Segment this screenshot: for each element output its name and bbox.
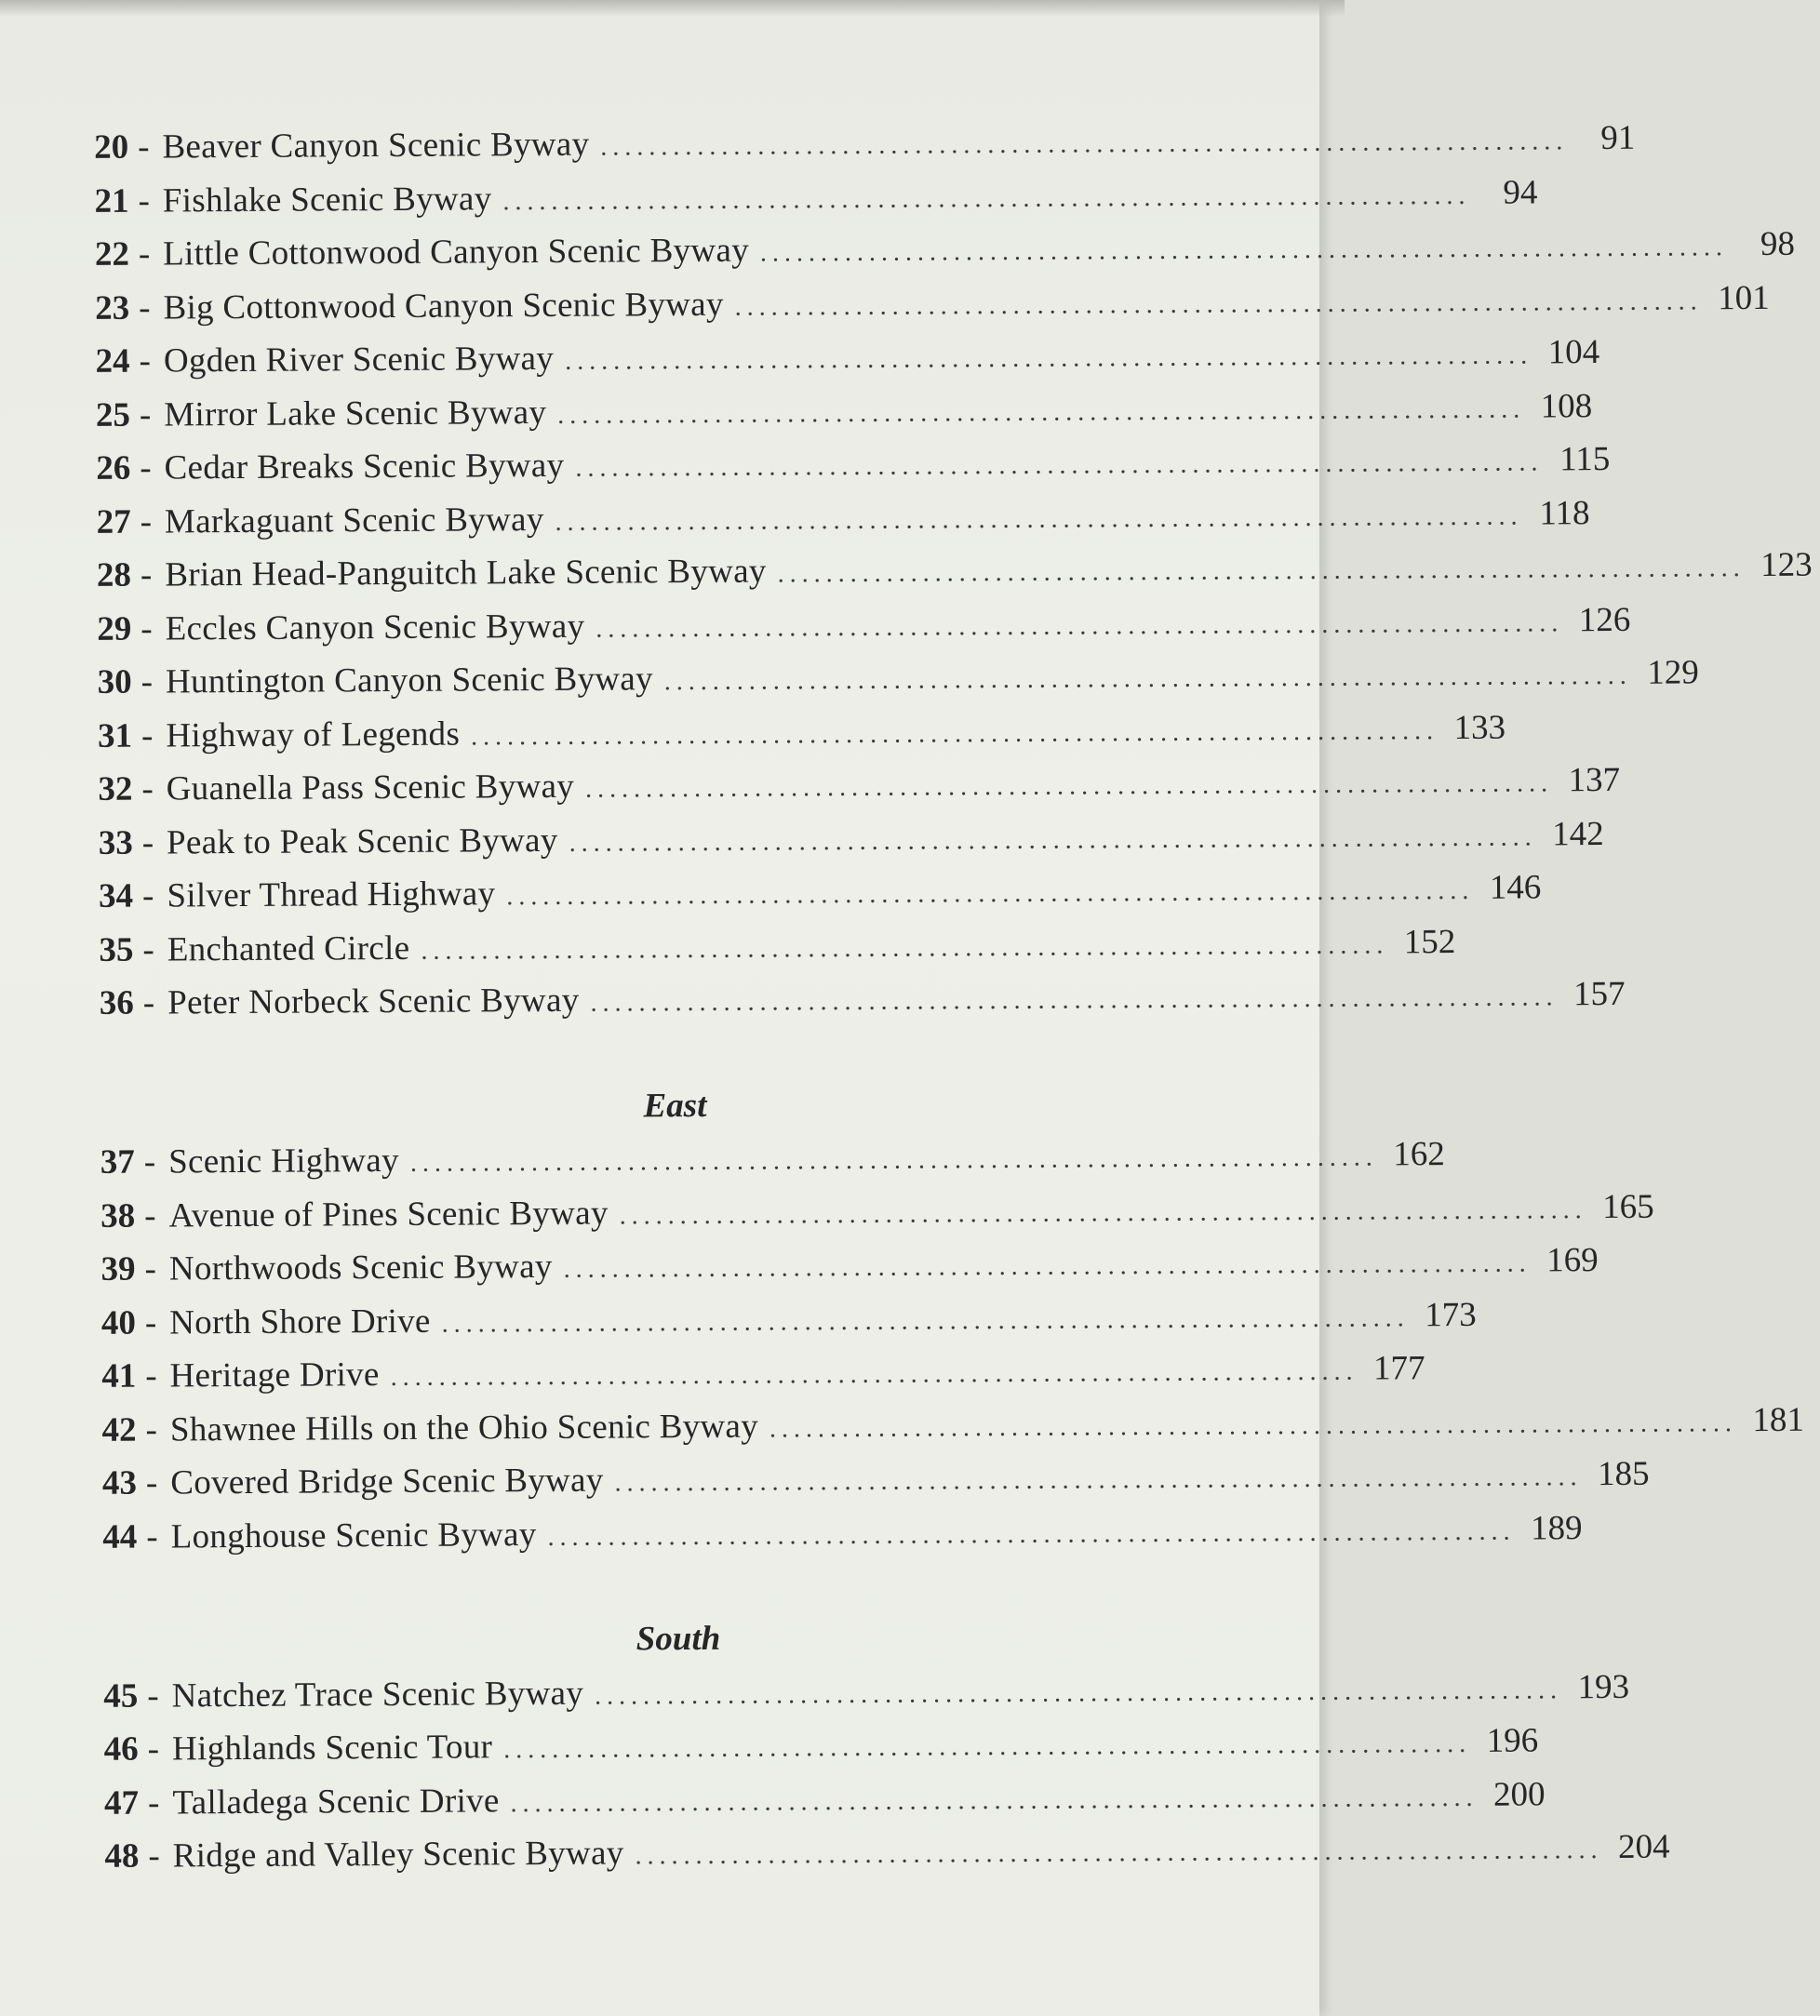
dot-leader: ................................................................................ [421, 929, 1389, 966]
entry-separator: - [139, 395, 152, 434]
entry-number: 20 [94, 127, 129, 167]
toc-entry [87, 756, 1621, 817]
entry-separator: - [139, 341, 152, 381]
entry-number: 29 [97, 609, 132, 648]
entry-separator: - [138, 127, 150, 167]
entry-page-number: 181 [1752, 1400, 1805, 1439]
entry-title: Fishlake Scenic Byway [162, 179, 492, 220]
entry-page-number: 115 [1559, 439, 1611, 479]
entry-number: 26 [96, 448, 131, 487]
entry-number: 22 [94, 234, 130, 274]
entry-number: 30 [97, 662, 132, 701]
entry-page-number: 126 [1578, 600, 1631, 639]
toc-entry [85, 274, 1770, 335]
entry-separator: - [141, 823, 154, 862]
entry-page-number: 162 [1393, 1135, 1445, 1174]
entry-title: Natchez Trace Scenic Byway [171, 1674, 584, 1715]
entry-number: 32 [98, 769, 133, 808]
entry-number: 35 [99, 930, 134, 969]
toc-entry [87, 702, 1506, 763]
toc-entry [91, 1343, 1425, 1404]
entry-number: 34 [98, 876, 134, 915]
entry-separator: - [141, 662, 154, 701]
entry-separator: - [138, 234, 151, 274]
entry-title: Huntington Canyon Scenic Byway [165, 660, 653, 701]
entry-page-number: 196 [1486, 1721, 1539, 1760]
entry-page-number: 91 [1600, 118, 1636, 158]
entry-separator: - [147, 1676, 159, 1716]
toc-entry [94, 1769, 1546, 1830]
entry-title: Big Cottonwood Canyon Scenic Byway [163, 285, 724, 327]
entry-title: Avenue of Pines Scenic Byway [168, 1194, 609, 1235]
entry-number: 24 [95, 341, 130, 381]
dot-leader: ................................................................................ [547, 1516, 1516, 1552]
entry-page-number: 104 [1547, 333, 1600, 372]
entry-separator: - [139, 288, 151, 327]
entry-page-number: 101 [1718, 278, 1770, 317]
dot-leader: ................................................................................ [506, 875, 1475, 912]
dot-leader: ................................................................................ [769, 1408, 1738, 1444]
entry-separator: - [141, 609, 153, 648]
entry-number: 38 [100, 1196, 136, 1235]
entry-page-number: 200 [1492, 1774, 1546, 1814]
entry-title: Brian Head-Panguitch Lake Scenic Byway [165, 552, 767, 594]
entry-title: Ridge and Valley Scenic Byway [172, 1834, 624, 1876]
dot-leader: ................................................................................ [557, 394, 1526, 430]
toc-entry [86, 435, 1611, 496]
entry-separator: - [144, 1303, 157, 1342]
entry-number: 41 [101, 1356, 137, 1395]
entry-separator: - [142, 930, 154, 969]
dot-leader: ................................................................................ [510, 1782, 1479, 1818]
dot-leader: ................................................................................ [596, 607, 1564, 644]
dot-leader: ................................................................................ [619, 1195, 1587, 1231]
toc-entry [84, 114, 1636, 175]
entry-separator: - [145, 1356, 157, 1395]
entry-number: 28 [96, 555, 132, 594]
entry-page-number: 193 [1577, 1667, 1630, 1706]
entry-separator: - [141, 769, 154, 808]
dot-leader: ................................................................................ [565, 340, 1533, 376]
entry-number: 45 [103, 1676, 139, 1716]
entry-title: Scenic Highway [168, 1141, 400, 1182]
section-heading: South [636, 1619, 721, 1659]
entry-number: 21 [94, 181, 129, 220]
entry-separator: - [145, 1463, 158, 1502]
entry-page-number: 152 [1403, 922, 1456, 961]
toc-entry [88, 916, 1456, 977]
toc-entry [89, 970, 1626, 1031]
entry-separator: - [144, 1249, 156, 1288]
entry-number: 27 [96, 502, 131, 541]
entry-page-number: 108 [1540, 386, 1593, 425]
entry-number: 36 [99, 983, 134, 1022]
entry-number: 48 [104, 1836, 140, 1876]
entry-number: 44 [102, 1517, 138, 1556]
entry-number: 42 [101, 1410, 137, 1449]
entry-separator: - [147, 1729, 160, 1769]
entry-page-number: 157 [1572, 974, 1626, 1014]
entry-number: 43 [101, 1463, 138, 1502]
dot-leader: ................................................................................ [555, 501, 1523, 537]
entry-number: 39 [100, 1249, 136, 1288]
dot-leader: ................................................................................ [635, 1836, 1603, 1871]
entry-page-number: 129 [1647, 653, 1699, 692]
entry-title: Talladega Scenic Drive [172, 1781, 500, 1822]
toc-entry [94, 1716, 1539, 1777]
entry-title: Markaguant Scenic Byway [164, 500, 544, 541]
toc-entry [91, 1396, 1805, 1457]
entry-separator: - [147, 1783, 160, 1822]
entry-title: Guanella Pass Scenic Byway [166, 767, 575, 808]
entry-separator: - [138, 181, 150, 220]
entry-title: Ogden River Scenic Byway [163, 339, 555, 381]
entry-page-number: 137 [1568, 760, 1621, 800]
toc-entry [86, 381, 1593, 442]
dot-leader: ................................................................................ [390, 1356, 1358, 1393]
entry-title: Enchanted Circle [167, 928, 410, 968]
entry-page-number: 185 [1597, 1454, 1650, 1494]
entry-title: Beaver Canyon Scenic Byway [162, 125, 590, 167]
entry-separator: - [146, 1517, 158, 1556]
entry-title: North Shore Drive [169, 1302, 431, 1342]
toc-entry [85, 221, 1796, 282]
entry-title: Covered Bridge Scenic Byway [170, 1461, 604, 1502]
entry-page-number: 142 [1551, 814, 1604, 853]
entry-separator: - [140, 555, 153, 594]
dot-leader: ................................................................................ [569, 821, 1537, 858]
page-edge-shadow [0, 0, 1345, 17]
entry-title: Little Cottonwood Canyon Scenic Byway [163, 231, 750, 274]
entry-title: Longhouse Scenic Byway [170, 1515, 537, 1555]
entry-title: Heritage Drive [169, 1355, 380, 1395]
entry-number: 25 [95, 395, 131, 434]
dot-leader: ................................................................................ [594, 1675, 1563, 1711]
entry-separator: - [142, 983, 155, 1022]
entry-page-number: 173 [1425, 1295, 1477, 1334]
dot-leader: ................................................................................ [614, 1462, 1583, 1498]
entry-number: 46 [103, 1729, 139, 1769]
dot-leader: ................................................................................ [600, 127, 1569, 162]
toc-entry [86, 488, 1590, 549]
toc-entry [91, 1289, 1477, 1350]
section-heading: East [643, 1086, 707, 1125]
entry-page-number: 204 [1617, 1827, 1670, 1866]
dot-leader: ................................................................................ [584, 768, 1554, 804]
entry-page-number: 165 [1602, 1187, 1654, 1226]
entry-title: Peak to Peak Scenic Byway [166, 821, 558, 861]
entry-separator: - [141, 876, 154, 915]
toc-entry [88, 809, 1604, 870]
toc-entry [90, 1236, 1599, 1297]
entry-title: Eccles Canyon Scenic Byway [165, 607, 585, 648]
dot-leader: ................................................................................ [563, 1248, 1532, 1284]
toc-entry [85, 328, 1600, 389]
entry-page-number: 98 [1760, 224, 1796, 263]
toc-entry [84, 167, 1538, 228]
dot-leader: ................................................................................ [759, 233, 1729, 268]
entry-title: Peter Norbeck Scenic Byway [167, 981, 580, 1022]
entry-title: Highlands Scenic Tour [171, 1728, 493, 1769]
entry-title: Mirror Lake Scenic Byway [164, 393, 547, 434]
toc-entry [88, 863, 1542, 924]
entry-page-number: 189 [1530, 1508, 1583, 1548]
entry-title: Shawnee Hills on the Ohio Scenic Byway [169, 1407, 759, 1449]
entry-separator: - [148, 1836, 160, 1876]
entry-title: Northwoods Scenic Byway [168, 1247, 553, 1288]
entry-page-number: 177 [1372, 1349, 1425, 1388]
dot-leader: ................................................................................ [777, 554, 1746, 589]
entry-page-number: 94 [1503, 172, 1538, 212]
table-of-contents [84, 114, 1813, 1884]
dot-leader: ................................................................................ [734, 286, 1703, 322]
dot-leader: ................................................................................ [441, 1302, 1410, 1339]
toc-entry [87, 542, 1813, 603]
entry-page-number: 146 [1489, 868, 1542, 907]
entry-number: 40 [100, 1303, 137, 1342]
dot-leader: ................................................................................ [409, 1142, 1378, 1178]
toc-entry [92, 1503, 1583, 1564]
toc-entry [94, 1823, 1670, 1884]
entry-title: Silver Thread Highway [167, 874, 496, 915]
entry-separator: - [144, 1196, 156, 1235]
toc-entry [93, 1662, 1630, 1723]
toc-entry [90, 1129, 1445, 1190]
entry-page-number: 169 [1546, 1241, 1599, 1280]
dot-leader: ................................................................................ [663, 661, 1632, 697]
entry-separator: - [140, 502, 153, 541]
dot-leader: ................................................................................ [503, 1729, 1472, 1765]
entry-title: Highway of Legends [166, 714, 461, 754]
entry-number: 47 [103, 1783, 140, 1822]
entry-separator: - [140, 448, 152, 487]
dot-leader: ................................................................................ [575, 447, 1544, 483]
entry-separator: - [145, 1410, 158, 1449]
dot-leader: ................................................................................ [471, 715, 1439, 751]
entry-page-number: 133 [1453, 708, 1506, 747]
entry-page-number: 123 [1760, 545, 1813, 584]
dot-leader: ................................................................................ [502, 180, 1471, 216]
toc-entry [87, 649, 1699, 710]
entry-number: 37 [100, 1142, 135, 1182]
entry-separator: - [141, 716, 154, 755]
dot-leader: ................................................................................ [590, 982, 1559, 1018]
entry-page-number: 118 [1539, 493, 1590, 532]
toc-entry [90, 1182, 1654, 1243]
entry-number: 33 [98, 823, 133, 862]
entry-separator: - [143, 1142, 156, 1182]
entry-title: Cedar Breaks Scenic Byway [164, 446, 565, 487]
toc-entry [92, 1450, 1650, 1511]
entry-number: 23 [95, 288, 130, 327]
toc-entry [87, 595, 1631, 656]
entry-number: 31 [97, 716, 133, 755]
